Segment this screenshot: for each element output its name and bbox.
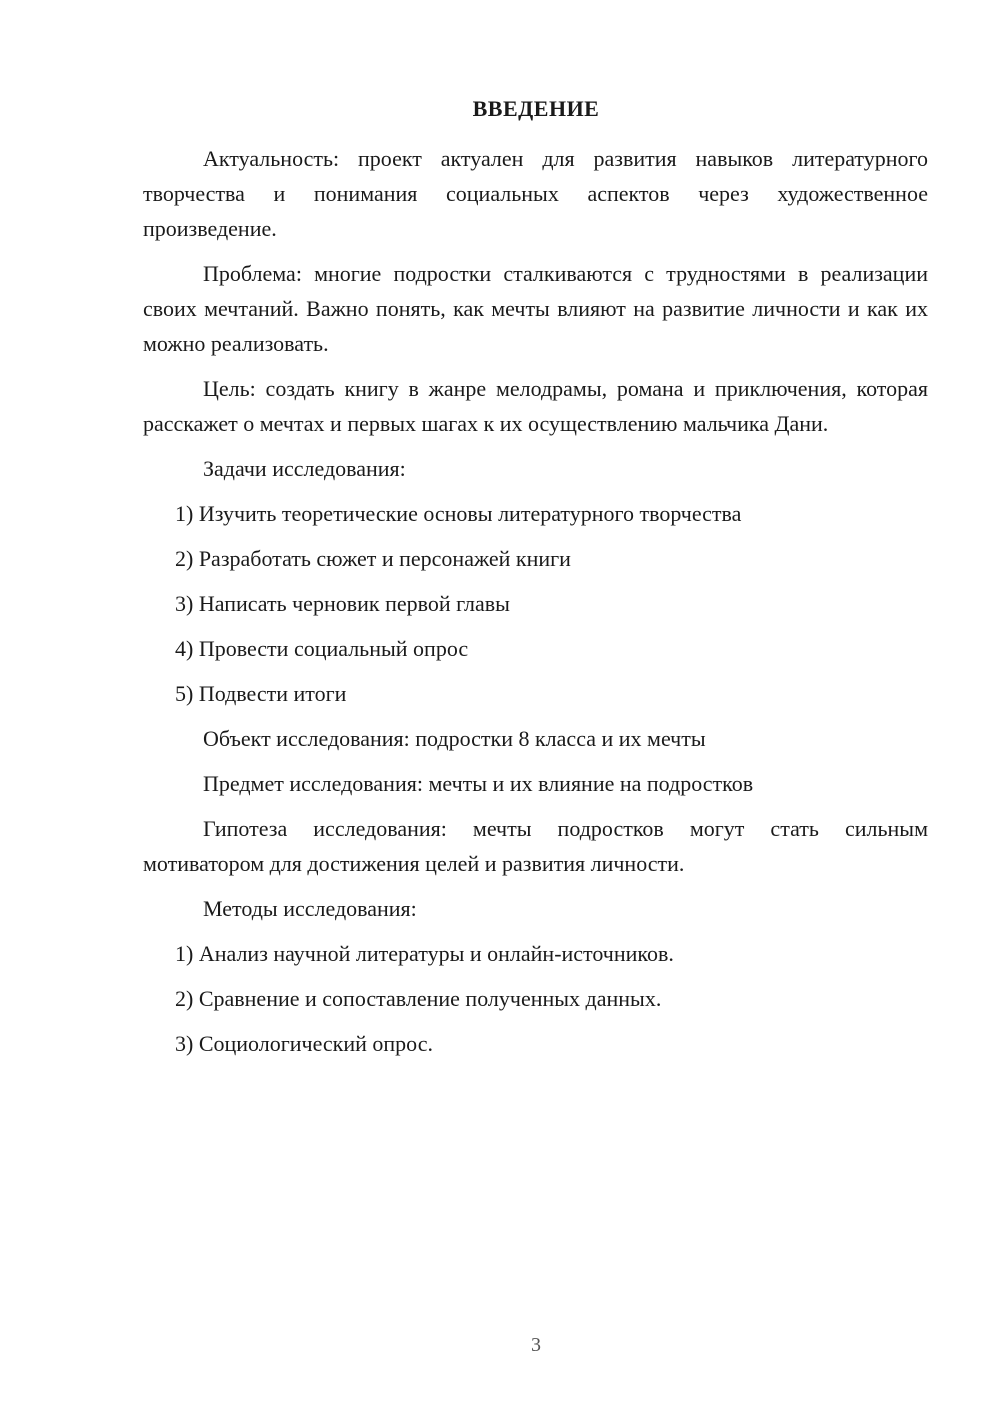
method-item: 3) Социологический опрос. — [175, 1031, 433, 1056]
method-item: 2) Сравнение и сопоставление полученных данных. — [175, 986, 662, 1011]
page-number: 3 — [531, 1334, 541, 1356]
object-paragraph: Объект исследования: подростки 8 класса и их мечты — [203, 726, 706, 751]
method-item: 1) Анализ научной литературы и онлайн-источников. — [175, 941, 674, 966]
problem-paragraph: Проблема: многие подростки сталкиваются с трудностями в реализации своих мечтаний. Важно понять, как мечты влияют на развитие личности и как их можно реализовать. — [143, 261, 928, 356]
relevance-paragraph: Актуальность: проект актуален для развития навыков литературного творчества и понимания социальных аспектов через художественное произведение. — [143, 146, 928, 241]
methods-list — [143, 936, 928, 1061]
introduction-body — [143, 141, 928, 1071]
section-heading: ВВЕДЕНИЕ — [472, 96, 600, 121]
task-item: 4) Провести социальный опрос — [175, 636, 469, 661]
tasks-list — [143, 496, 928, 711]
hypothesis-paragraph: Гипотеза исследования: мечты подростков могут стать сильным мотиватором для достижения целей и развития личности. — [143, 816, 928, 876]
task-item: 1) Изучить теоретические основы литературного творчества — [175, 501, 742, 526]
methods-title: Методы исследования: — [203, 896, 417, 921]
task-item: 5) Подвести итоги — [175, 681, 347, 706]
subject-paragraph: Предмет исследования: мечты и их влияние на подростков — [203, 771, 754, 796]
task-item: 3) Написать черновик первой главы — [175, 591, 510, 616]
tasks-title: Задачи исследования: — [203, 456, 406, 481]
goal-paragraph: Цель: создать книгу в жанре мелодрамы, романа и приключения, которая расскажет о мечтах и первых шагах к их осуществлению мальчика Дани. — [143, 376, 928, 436]
task-item: 2) Разработать сюжет и персонажей книги — [175, 546, 571, 571]
